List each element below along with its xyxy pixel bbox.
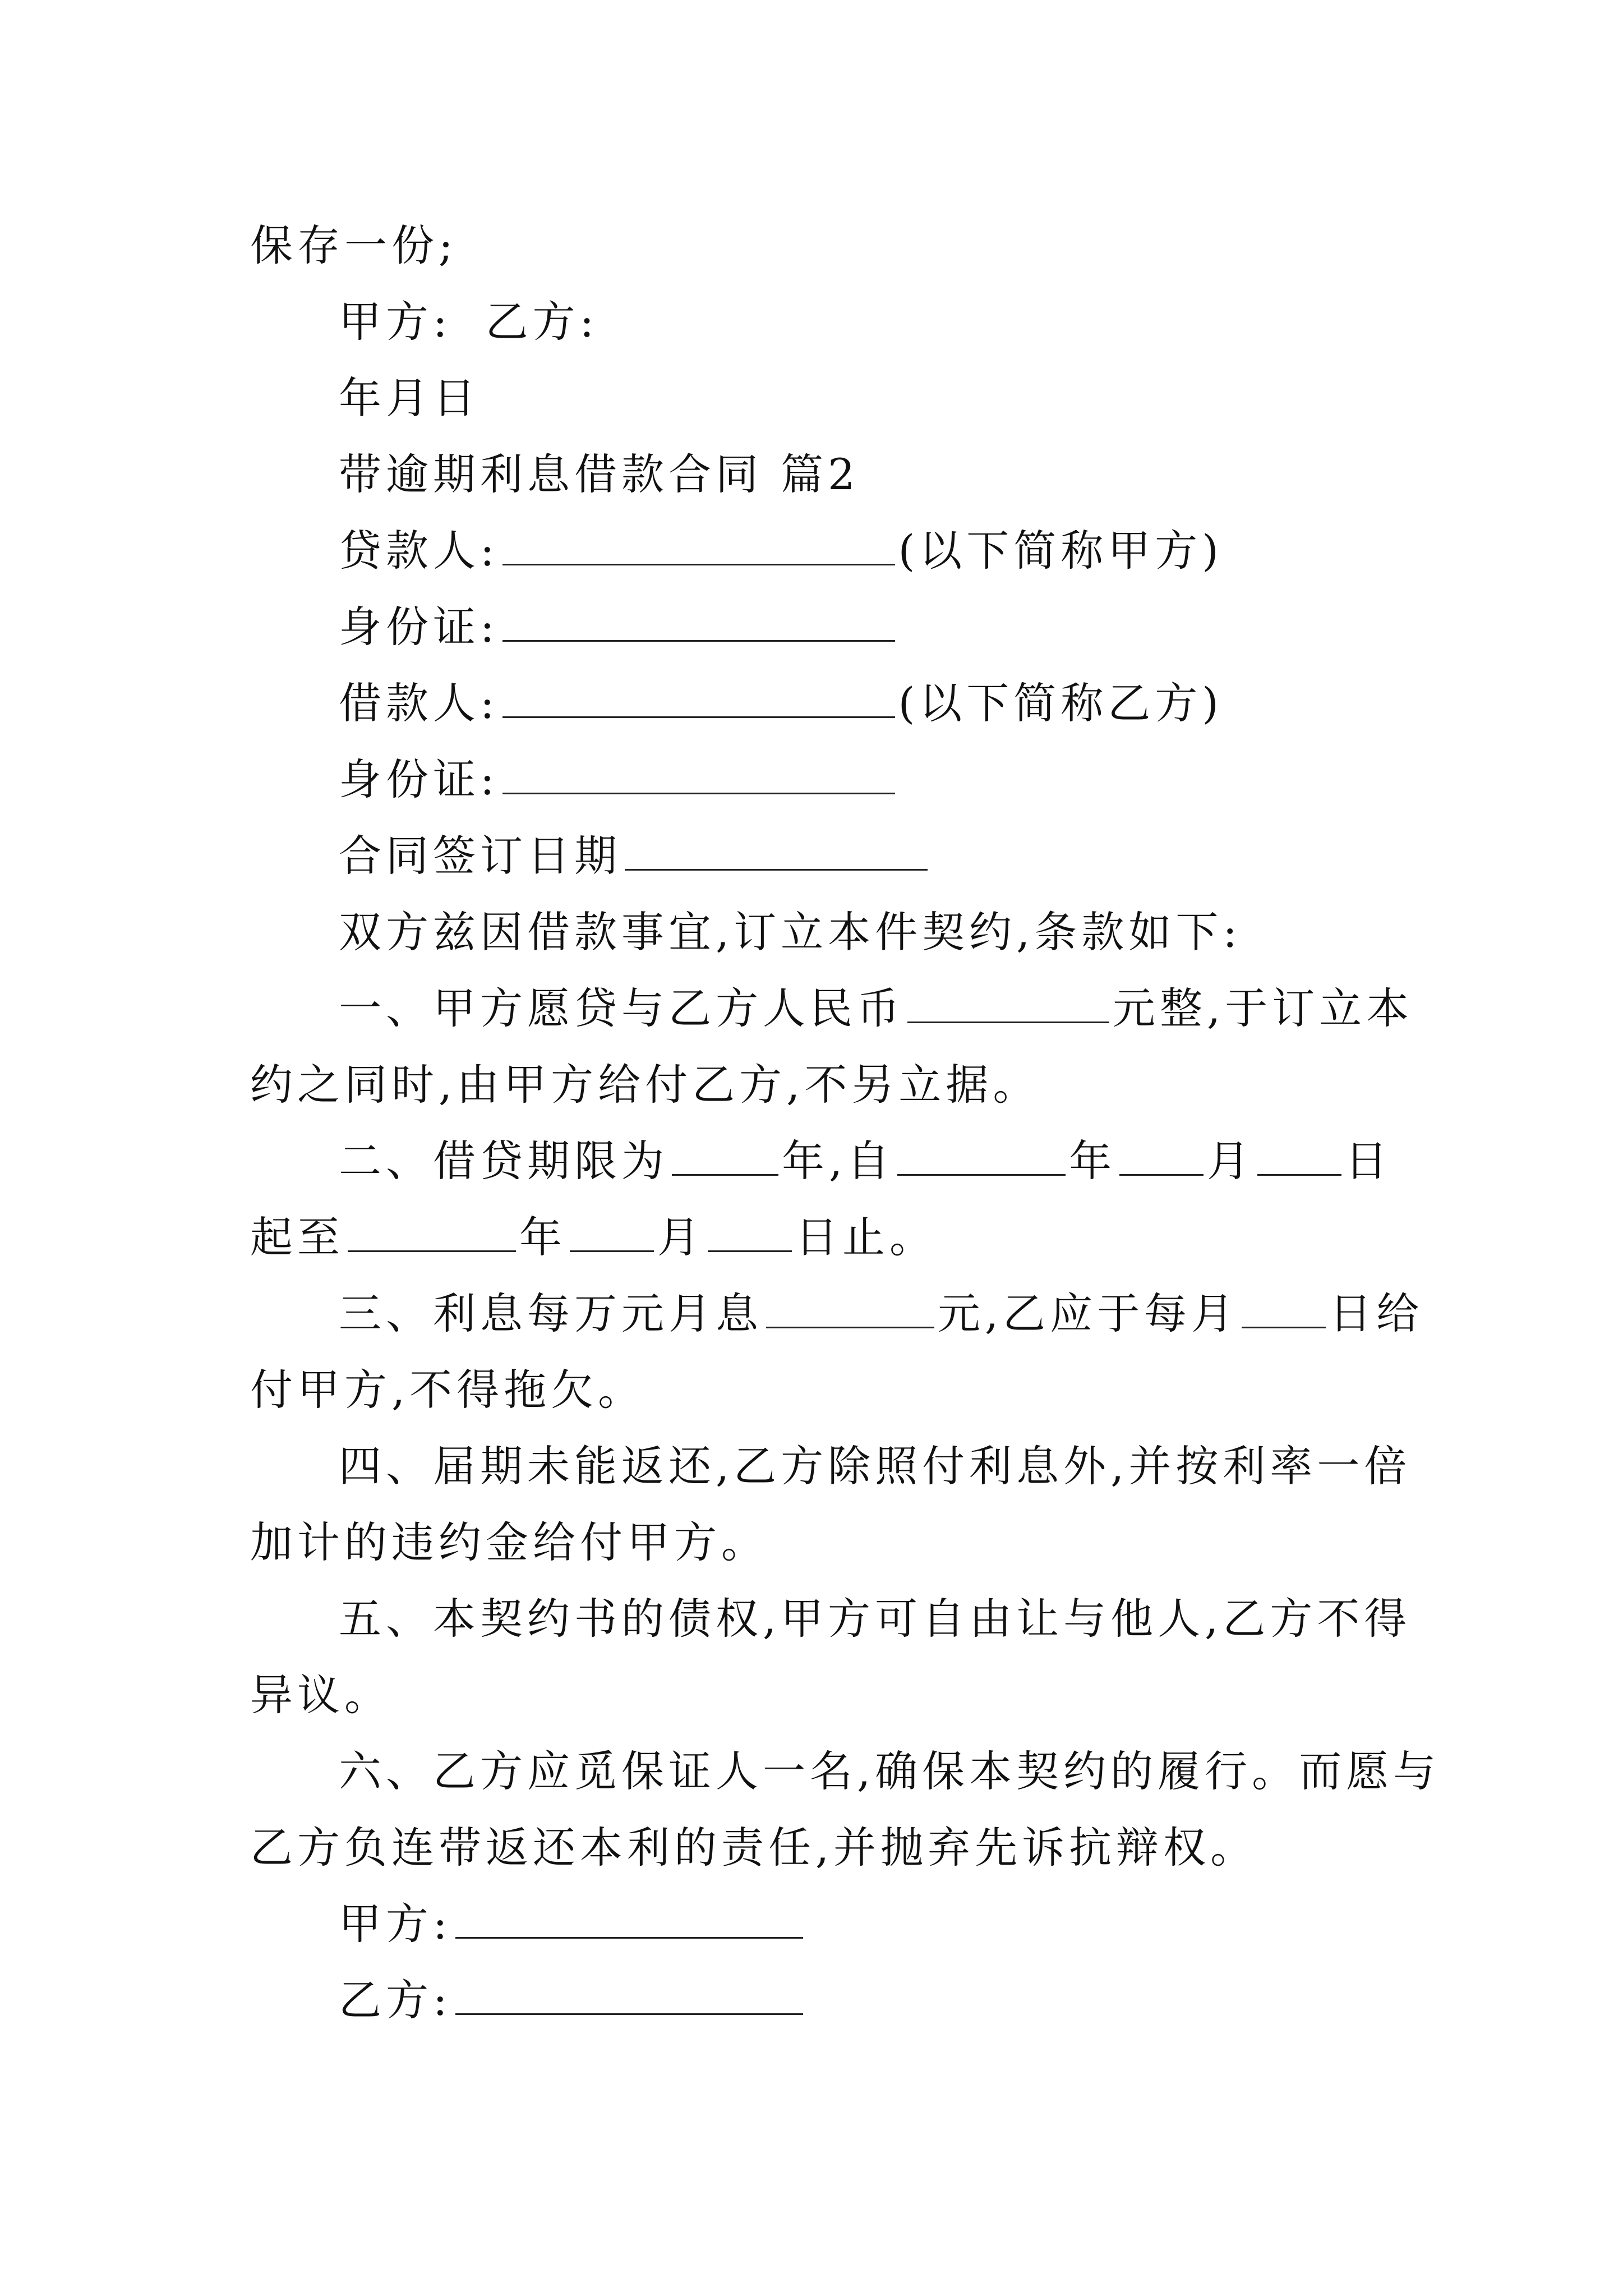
- clause-3-line-2: [250, 1362, 645, 1418]
- party-a-label: 甲方:: [339, 297, 452, 347]
- clause-2-text-g: 年: [519, 1212, 566, 1262]
- clause-2-text-a: 二、借贷期限为: [339, 1136, 668, 1186]
- section-title: [339, 447, 860, 503]
- section-title-text: 带逾期利息借款合同 篇2: [339, 449, 860, 499]
- clause-4-line-1: [339, 1438, 1411, 1494]
- clause-1-line-1: [339, 981, 1413, 1037]
- lender-id-blank: [502, 600, 895, 642]
- term-years-blank: [672, 1134, 778, 1176]
- borrower-label: 借款人:: [339, 678, 499, 728]
- clause-3-text-b: 元,乙应于每月: [938, 1289, 1239, 1338]
- clause-2-text-e: 日: [1345, 1136, 1393, 1186]
- intro-line: [339, 904, 1242, 960]
- lender-id-line: [339, 599, 898, 655]
- clause-2-text-c: 年: [1069, 1136, 1117, 1186]
- clause-5-text-b: 异议。: [250, 1670, 391, 1720]
- clause-6-text-a: 六、乙方应觅保证人一名,确保本契约的履行。而愿与: [339, 1746, 1441, 1796]
- clause-4-text-b: 加计的违约金给付甲方。: [250, 1517, 768, 1567]
- lender-label: 贷款人:: [339, 526, 499, 576]
- clause-4-text-a: 四、届期未能返还,乙方除照付利息外,并按利率一倍: [339, 1441, 1412, 1491]
- pay-day-blank: [1242, 1286, 1326, 1328]
- start-day-blank: [1257, 1134, 1341, 1176]
- lender-id-label: 身份证:: [339, 602, 499, 652]
- end-year-blank: [348, 1210, 516, 1252]
- interest-blank: [766, 1286, 934, 1328]
- borrower-id-line: [339, 752, 898, 808]
- clause-2-text-b: 年,自: [782, 1136, 895, 1186]
- sign-date-line: [339, 828, 931, 884]
- clause-5-line-2: [250, 1667, 391, 1723]
- date-text: 年月日: [339, 373, 480, 423]
- clause-2-text-f: 起至: [250, 1212, 344, 1262]
- clause-4-line-2: [250, 1515, 768, 1571]
- clause-1-text-a: 一、甲方愿贷与乙方人民币: [339, 983, 904, 1033]
- clause-6-text-b: 乙方负连带返还本利的责任,并抛弃先诉抗辩权。: [250, 1823, 1258, 1872]
- clause-3-text-c: 日给: [1329, 1289, 1424, 1338]
- clause-2-text-d: 月: [1207, 1136, 1255, 1186]
- clause-5-text-a: 五、本契约书的债权,甲方可自由让与他人,乙方不得: [339, 1594, 1412, 1644]
- borrower-id-label: 身份证:: [339, 754, 499, 804]
- signature-party-b: [339, 1972, 806, 2028]
- borrower-blank: [502, 676, 895, 718]
- lender-line: [339, 523, 1223, 579]
- sign-date-label: 合同签订日期: [339, 831, 621, 881]
- signature-party-a: [339, 1896, 806, 1952]
- clause-1-line-2: [250, 1057, 1040, 1113]
- end-day-blank: [708, 1210, 792, 1252]
- clause-2-text-h: 月: [657, 1212, 704, 1262]
- signature-party-b-blank: [455, 1973, 803, 2015]
- clause-6-line-1: [339, 1743, 1440, 1800]
- borrower-note: (以下简称乙方): [898, 678, 1223, 728]
- party-b-label: 乙方:: [485, 297, 599, 347]
- clause-2-text-i: 日止。: [795, 1212, 937, 1262]
- end-month-blank: [570, 1210, 654, 1252]
- intro-text: 双方兹因借款事宜,订立本件契约,条款如下:: [339, 907, 1242, 957]
- clause-6-line-2: [250, 1820, 1257, 1876]
- clause-1-text-c: 约之同时,由甲方给付乙方,不另立据。: [250, 1060, 1040, 1110]
- signature-party-b-label: 乙方:: [339, 1975, 452, 2025]
- signature-party-a-blank: [455, 1897, 803, 1939]
- clause-5-line-1: [339, 1591, 1411, 1647]
- clause-3-text-d: 付甲方,不得拖欠。: [250, 1365, 645, 1415]
- start-year-blank: [897, 1134, 1066, 1176]
- lender-blank: [502, 523, 895, 565]
- borrower-id-blank: [502, 752, 895, 794]
- clause-1-text-b: 元整,于订立本: [1113, 983, 1414, 1033]
- clause-2-line-1: [339, 1133, 1392, 1189]
- clause-2-line-2: [250, 1209, 937, 1266]
- signature-party-a-label: 甲方:: [339, 1899, 452, 1949]
- text-line: [250, 218, 458, 274]
- amount-blank: [907, 981, 1109, 1023]
- borrower-line: [339, 675, 1223, 731]
- sign-date-blank: [625, 829, 928, 871]
- lender-note: (以下简称甲方): [898, 526, 1223, 576]
- line-text: 保存一份;: [250, 220, 458, 270]
- clause-3-text-a: 三、利息每万元月息: [339, 1289, 763, 1338]
- start-month-blank: [1119, 1134, 1204, 1176]
- party-header-line: [339, 294, 598, 350]
- date-line: [339, 370, 480, 426]
- clause-3-line-1: [339, 1286, 1423, 1342]
